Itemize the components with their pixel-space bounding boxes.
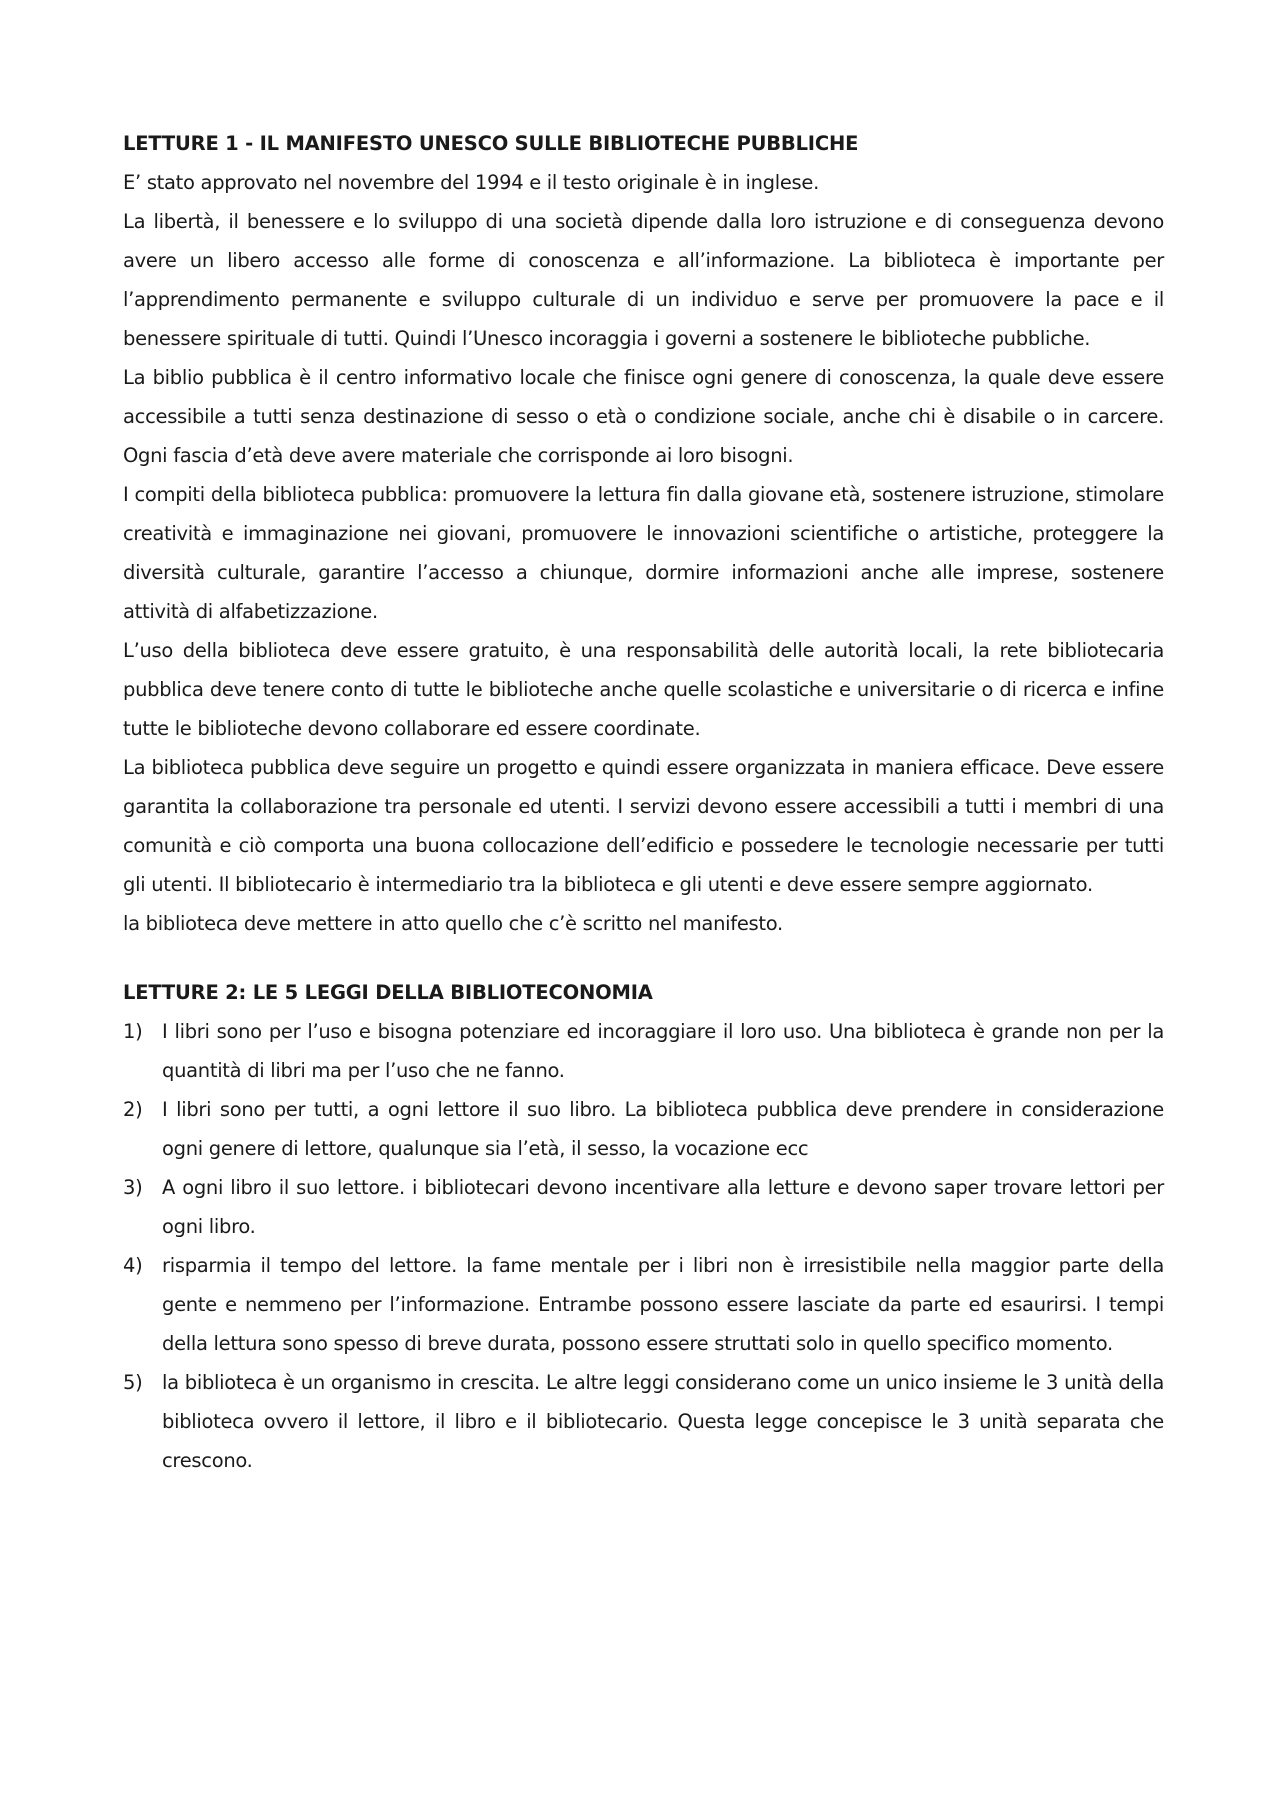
document-page (123, 124, 1164, 1480)
paragraph: la biblioteca deve mettere in atto quello che c’è scritto nel manifesto. (123, 912, 783, 935)
list-item-number: 2) (123, 1098, 143, 1121)
list-item-number: 3) (123, 1176, 143, 1199)
list-item-text: I libri sono per tutti, a ogni lettore il suo libro. La biblioteca pubblica deve prendere in considerazione ogni genere di lettore, qualunque sia l’età, il sesso, la vocazione ecc (162, 1098, 1164, 1160)
list-item (123, 1246, 1164, 1363)
list-item-text: A ogni libro il suo lettore. i bibliotecari devono incentivare alla letture e devono saper trovare lettori per ogni libro. (162, 1176, 1164, 1238)
paragraph: La biblio pubblica è il centro informativo locale che finisce ogni genere di conoscenza, la quale deve essere accessibile a tutti senza destinazione di sesso o età o condizione sociale, anche chi è disabile o in carcere. Ogni fascia d’età deve avere materiale che corrisponde ai loro bisogni. (123, 366, 1164, 467)
list-item (123, 1363, 1164, 1480)
list-item-text: la biblioteca è un organismo in crescita. Le altre leggi considerano come un unico insieme le 3 unità della biblioteca ovvero il lettore, il libro e il bibliotecario. Questa legge concepisce le 3 unità separata che crescono. (162, 1371, 1164, 1472)
paragraph: La biblioteca pubblica deve seguire un progetto e quindi essere organizzata in maniera efficace. Deve essere garantita la collaborazione tra personale ed utenti. I servizi devono essere accessibili a tutti i membri di una comunità e ciò comporta una buona collocazione dell’edificio e possedere le tecnologie necessarie per tutti gli utenti. Il bibliotecario è intermediario tra la biblioteca e gli utenti e deve essere sempre aggiornato. (123, 756, 1164, 896)
list-item-number: 5) (123, 1371, 143, 1394)
list-item-text: I libri sono per l’uso e bisogna potenziare ed incoraggiare il loro uso. Una biblioteca è grande non per la quantità di libri ma per l’uso che ne fanno. (162, 1020, 1164, 1082)
section-2-title: LETTURE 2: LE 5 LEGGI DELLA BIBLIOTECONOMIA (123, 981, 653, 1004)
paragraph: E’ stato approvato nel novembre del 1994 e il testo originale è in inglese. (123, 171, 819, 194)
paragraph: L’uso della biblioteca deve essere gratuito, è una responsabilità delle autorità locali, la rete bibliotecaria pubblica deve tenere conto di tutte le biblioteche anche quelle scolastiche e universitarie o di ricerca e infine tutte le biblioteche devono collaborare ed essere coordinate. (123, 639, 1164, 740)
list-item (123, 1090, 1164, 1168)
section-1-title: LETTURE 1 - IL MANIFESTO UNESCO SULLE BIBLIOTECHE PUBBLICHE (123, 132, 859, 155)
list-item-text: risparmia il tempo del lettore. la fame mentale per i libri non è irresistibile nella maggior parte della gente e nemmeno per l’informazione. Entrambe possono essere lasciate da parte ed esaurirsi. I tempi della lettura sono spesso di breve durata, possono essere struttati solo in quello specifico momento. (162, 1254, 1164, 1355)
paragraph: I compiti della biblioteca pubblica: promuovere la lettura fin dalla giovane età, sostenere istruzione, stimolare creatività e immaginazione nei giovani, promuovere le innovazioni scientifiche o artistiche, proteggere la diversità culturale, garantire l’accesso a chiunque, dormire informazioni anche alle imprese, sostenere attività di alfabetizzazione. (123, 483, 1164, 623)
section-spacer (123, 943, 1164, 973)
list-item-number: 4) (123, 1254, 143, 1277)
list-item-number: 1) (123, 1020, 143, 1043)
laws-list (123, 1012, 1164, 1480)
section-five-laws (123, 973, 1164, 1480)
list-item (123, 1168, 1164, 1246)
paragraph: La libertà, il benessere e lo sviluppo di una società dipende dalla loro istruzione e di conseguenza devono avere un libero accesso alle forme di conoscenza e all’informazione. La biblioteca è importante per l’apprendimento permanente e sviluppo culturale di un individuo e serve per promuovere la pace e il benessere spirituale di tutti. Quindi l’Unesco incoraggia i governi a sostenere le biblioteche pubbliche. (123, 210, 1164, 350)
section-unesco-manifesto (123, 124, 1164, 943)
list-item (123, 1012, 1164, 1090)
